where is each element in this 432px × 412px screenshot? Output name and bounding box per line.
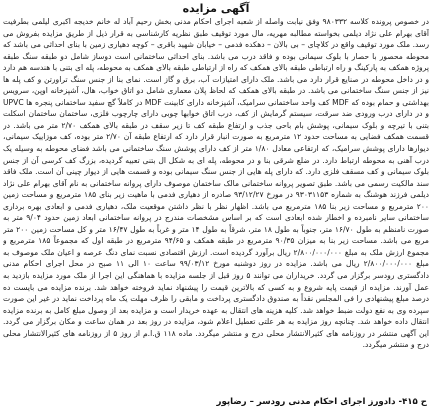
notice-signature: ح ۴۱۵- دادورز اجرای احکام مدنی رودسر – رضاپور [216, 397, 427, 407]
notice-body: در خصوص پرونده کلاسه ۹۸۰۳۳۲ وفق نیابت واصله از شعبه اجرای احکام مدنی بخش رحیم آباد له خانم خدیجه اکبری لیلمی بطرفیت آقای بهرام علی نژاد دیلمی بخواسته مطالبه مهریه، مال مورد توقیف طبق نظریه کارشناسی به قرار ذیل از طریق مزایده بفروش می رسد. ملک مورد توقیف واقع در کلاچای – بی بالان – دهکده فدمی – خیابان شهید باقری – کوچه دهیاری زمین با بنای احداثی می باشد که محوطه محصور با حصار با بلوک سیمانی بوده و فاقد درب می باشد. بنای احداثی ساختمانی است دوساز شامل دو طبقه سنگ طبقه پروژه همکف به پارکینگ و راه ارتباطی طبقه بالای همکف که راه از ارتباطی طبقه بالای همکف به محوطه، پله ای بتنی با هندسه هم دارد و در داخل محوطه در صنایع قرار دارد می باشد. ملک دارای امتیازات آب، برق و گاز است. نمای بنا از جنس سنگ تراورتن و کف پله ها نیز از جنس سنگ ساختمانی می باشد. در طبقه بالای همکف که لحاظ پلان معماری شامل دو اتاق خواب، هال، آشپزخانه اوپن، سرویس بهداشتی و حمام بوده که MDF کف واحد ساختمانی سرامیک، آشپزخانه دارای کابینت MDF در کاملاً گچ سفید ساختمانی پنجره ها UPVC و در دارای درب ورودی ضد سرقت، سیستم گرمایش از کف، درب اتاق خوابها چوبی دارای چارچوب فلزی، ساختمان ساختمان اسکلت بتنی با تیرچه و بلوک سیمانی، پوشش بام باحی جذب و ارتفاع طبقه کف تا زیر سقف در طبقه بالای همکف ۲/۷۰ متر می باشد. در قسمت همکف فضایی به مساحت حدود ۱۲ مترمربع به صورت انبار قرار دارد که ارتفاع طبقه آن ۲/۷۰ متر بوده، کف موزاییک سیمانی، دیوارها دارای پوشش سرامیک، که ارتفاعی معادل ۱/۸۰ متر از کف دارای پوشش سنگ ساختمانی می باشد فضای محوطه به وسیله یک درب آهنی به محوطه ارتباط دارد. در ضلع شرقی بنا و در محوطه، پله ای به شکل ال بتنی تعبیه گردیده، بزرگ کف کرسی آن از جنس بلوک سیمانی و کف مسقف فلزی دارد. که دارای پله هایی از جنس سنگ سیمانی بوده و قسمت هایی از دیوار چینی آن است. ملک فاقد سند مالکیت رسمی می باشد. طبق تصویر پروانه ساختمانی مالک ساختمان موصوف دارای پروانه ساختمانی به نام آقای بهرام علی نژاد دیلمی فرزند هوشنگ به شماره ۹۳۰۳۱۱۵۳ در مورخ ۹۳/۱۲/۲۷ صادره از دهیاری فدمی با ماهیت زیر بنای ۱۸۵ مترمربع و مساحت زمین ۲۰۰ مترمربع و مساحت زیر بنا ۱۸۵ مترمربع می باشد. اظهار نظر با نظر داشتن موقعیت ملک، دهیاری فدمی و ابعادی بهره برداری ساختمانی سایر نامبرده و اخطار شده ابعادی است که بر اساس مشخصات مندرج در پروانه ساختمانی ابعاد زمین حدود ۹/۰۴ متر به صورت نامنظم به طول ۱۶/۷۰ متر، جنوباً به طول ۱۸ متر، شرقاً به طول ۱۴ متر و غرباً به طول ۱۶/۴۷ متر و کل مساحت زمین ۲۰۰ متر مربع می باشد. مساحت زیر بنا به میزان ۹۰/۳۵ مترمربع در طبقه همکف و ۹۴/۶۵ مترمربع در طبقه اول که مجموعاً ۱۸۵ مترمربع و مجموع ارزش ملک به مبلغ ۲/۸۰۰/۰۰۰/۰۰۰ ریال برآورد گردیده است. ارزش اقتصادی نسبت نمای دنگ عرصه و اعیان ملک موصوف به مبلغ ۲/۸۰۰/۰۰۰/۰۰۰ ریال می باشد. مزایده در روز دوشنبه مورخ ۹۹/۰۳/۱۲ ساعت ۱۰ الی ۱۱ صبح در محل اجرای احکام مدنی دادگستری رودسر برگزار می گردد. خریداران می توانند ۵ روز قبل از جلسه مزایده با هماهنگی این اجرا از ملک مورد مزایده بازدید به عمل آورند. مزایده از قیمت پایه شروع و به کسی که بالاترین قیمت را پیشنهاد نماید فروخته خواهد شد. برنده مزایده می بایست ده درصد مبلغ پیشنهادی را فی المجلس نقداً به صندوق دادگستری پرداخت و مابقی را ظرف مهلت یک ماه پرداخت نماید در غیر این صورت سپرده وی به نفع دولت ضبط خواهد شد. کلیه هزینه های انتقال به عهده خریدار است و مزایده بعد از وصول مبلغ کامل به برنده مزایده انتقال داده خواهد شد. چنانچه روز مزایده به هر علتی تعطیل اعلام شود، مزایده در روز بعد در همان ساعت و مکان برگزار می گردد. این آگهی منتشر در روزنامه های کثیرالانتشار محلی درج و منتشر میگردد. ماده ۱۱۸ ق.ا.م از روز ۵ از روزنامه های کثیرالانتشار محلی درج و منتشر میگردد. [3, 17, 429, 350]
notice-title: آگهی مزایده [182, 2, 250, 15]
